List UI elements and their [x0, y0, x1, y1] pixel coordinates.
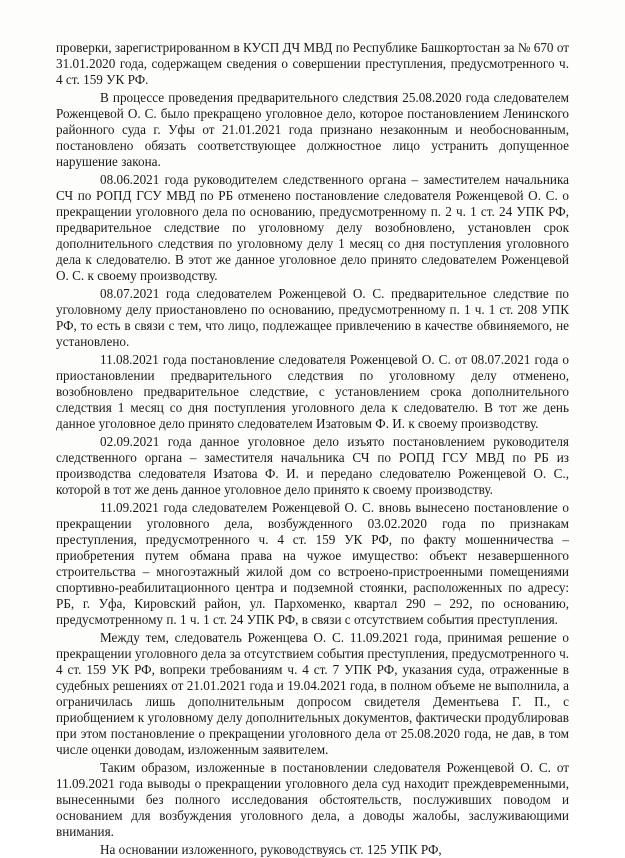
paragraph-10: На основании изложенного, руководствуясь ст. 125 УПК РФ, — [100, 842, 442, 857]
paragraph-2: В процессе проведения предварительного следствия 25.08.2020 года следователем Роженцевой О. С. было прекращено уголовное дело, которое постановлением Ленинского районного суда г. Уфы от 21.01.2021 года признано незаконным и необоснованным, постановлено обязать соответствующее должностное лицо устранить допущенное нарушение закона. — [56, 90, 569, 169]
document-body — [56, 40, 569, 858]
paragraph-3: 08.06.2021 года руководителем следственного органа – заместителем начальника СЧ по РОПД ГСУ МВД по РБ отменено постановление следователя Роженцевой О. С. о прекращении уголовного дела по основанию, предусмотренному п. 2 ч. 1 ст. 24 УПК РФ, предварительное следствие по уголовному делу возобновлено, установлен срок дополнительного следствия по уголовному делу 1 месяц со дня поступления уголовного дела к следователю. В этот же данное уголовное дело принято следователем Роженцевой О. С. к своему производству. — [56, 172, 569, 283]
paragraph-7: 11.09.2021 года следователем Роженцевой О. С. вновь вынесено постановление о прекращении уголовного дела, возбужденного 03.02.2020 года по признакам преступления, предусмотренного ч. 4 ст. 159 УК РФ, по факту мошенничества – приобретения путем обмана права на чужое имущество: объект незавершенного строительства – многоэтажный жилой дом со встроено-пристроенными помещениями спортивно-реабилитационного центра и подземной стоянки, расположенных по адресу: РБ, г. Уфа, Кировский район, ул. Пархоменко, квартал 290 – 292, по основанию, предусмотренному п. 1 ч. 1 ст. 24 УПК РФ, в связи с отсутствием события преступления. — [56, 500, 569, 627]
paragraph-9: Таким образом, изложенные в постановлении следователя Роженцевой О. С. от 11.09.2021 года выводы о прекращении уголовного дела суд находит преждевременными, вынесенными без полного исследования обстоятельств, послуживших поводом и основанием для возбуждения уголовного дела, а доводы жалобы, заслуживающими внимания. — [56, 760, 569, 839]
paragraph-5: 11.08.2021 года постановление следователя Роженцевой О. С. от 08.07.2021 года о приостановлении предварительного следствия по уголовному делу отменено, возобновлено предварительное следствие, с установлением срока дополнительного следствия 1 месяц со дня поступления уголовного дела к следователю. В тот же день данное уголовное дело принято следователем Изатовым Ф. И. к своему производству. — [56, 352, 569, 431]
paragraph-1: проверки, зарегистрированном в КУСП ДЧ МВД по Республике Башкортостан за № 670 от 31.01.2020 года, содержащем сведения о совершении преступления, предусмотренного ч. 4 ст. 159 УК РФ. — [56, 40, 569, 87]
paragraph-4: 08.07.2021 года следователем Роженцевой О. С. предварительное следствие по уголовному делу приостановлено по основанию, предусмотренному п. 1 ч. 1 ст. 208 УПК РФ, то есть в связи с тем, что лицо, подлежащее привлечению в качестве обвиняемого, не установлено. — [56, 286, 569, 349]
paragraph-8: Между тем, следователь Роженцева О. С. 11.09.2021 года, принимая решение о прекращении уголовного дела за отсутствием события преступления, предусмотренного ч. 4 ст. 159 УК РФ, вопреки требованиям ч. 4 ст. 7 УПК РФ, указания суда, отраженные в судебных решениях от 21.01.2021 года и 19.04.2021 года, в полном объеме не выполнила, а ограничилась лишь дополнительным допросом свидетеля Дементьева Г. П., с приобщением к уголовному делу дополнительных документов, фактически продублировав при этом постановление о прекращении уголовного дела от 25.08.2020 года, не дав, в том числе оценки доводам, изложенным заявителем. — [56, 630, 569, 757]
paragraph-6: 02.09.2021 года данное уголовное дело изъято постановлением руководителя следственного органа – заместителя начальника СЧ по РОПД ГСУ МВД по РБ из производства следователя Изатова Ф. И. и передано следователю Роженцевой О. С., которой в тот же день данное уголовное дело принято к своему производству. — [56, 434, 569, 497]
